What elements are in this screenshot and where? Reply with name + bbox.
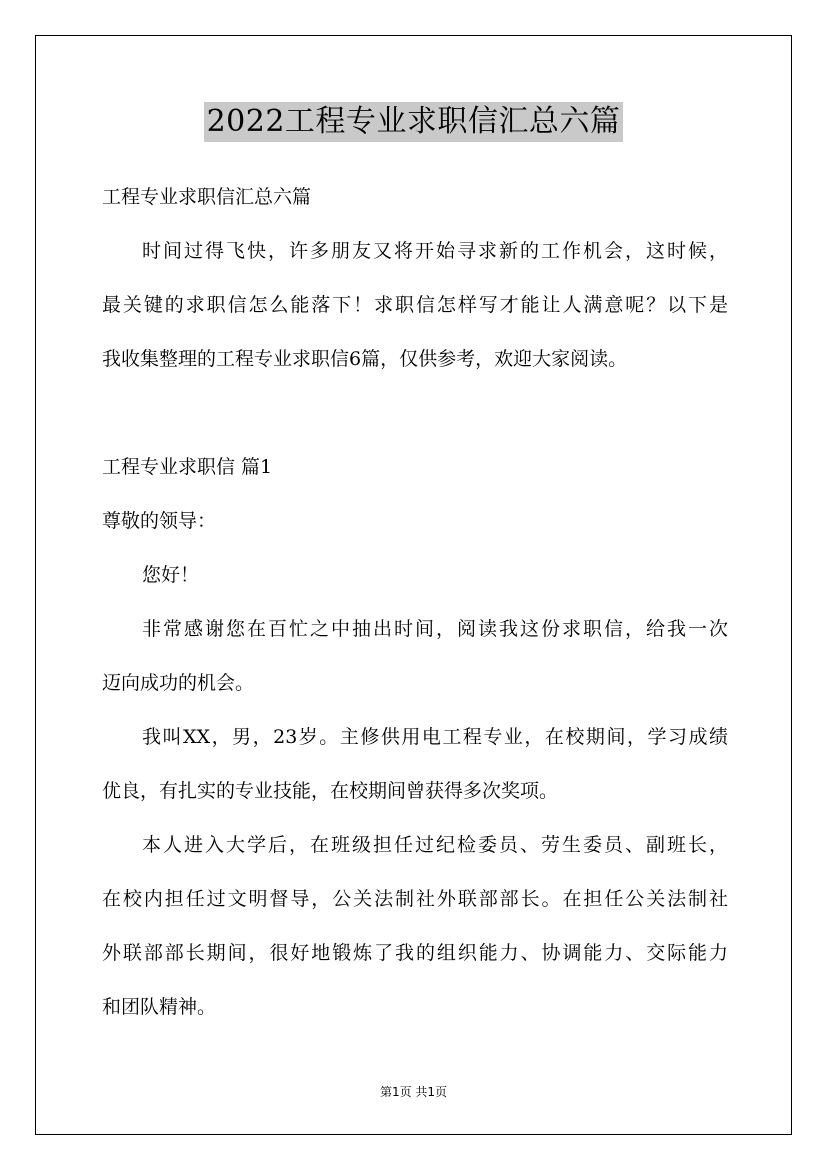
- intro-line-3: 我收集整理的工程专业求职信6篇，仅供参考，欢迎大家阅读。: [102, 348, 628, 370]
- para1-line-2: 迈向成功的机会。: [102, 672, 255, 694]
- document-body: [102, 170, 728, 1034]
- intro-line-2: 最关键的求职信怎么能落下！求职信怎样写才能让人满意呢？以下是: [102, 294, 728, 316]
- para3-line-3: 外联部部长期间，很好地锻炼了我的组织能力、协调能力、交际能力: [102, 942, 728, 964]
- para2-line-1: 我叫XX，男，23岁。主修供用电工程专业，在校期间，学习成绩: [142, 726, 728, 748]
- salutation: 尊敬的领导：: [102, 510, 217, 532]
- document-title: 2022工程专业求职信汇总六篇: [204, 102, 624, 142]
- page-number-footer: 第1页 共1页: [379, 1085, 448, 1099]
- subtitle: 工程专业求职信汇总六篇: [102, 186, 312, 208]
- para2-line-2: 优良，有扎实的专业技能，在校期间曾获得多次奖项。: [102, 780, 559, 802]
- para3-line-2: 在校内担任过文明督导，公关法制社外联部部长。在担任公关法制社: [102, 888, 728, 910]
- greeting: 您好！: [142, 564, 200, 586]
- para3-line-4: 和团队精神。: [102, 996, 217, 1018]
- spacer: [102, 386, 728, 440]
- para1-line-1: 非常感谢您在百忙之中抽出时间，阅读我这份求职信，给我一次: [142, 618, 728, 640]
- para3-line-1: 本人进入大学后，在班级担任过纪检委员、劳生委员、副班长，: [142, 834, 728, 856]
- intro-line-1: 时间过得飞快，许多朋友又将开始寻求新的工作机会，这时候，: [142, 240, 728, 262]
- section-heading: 工程专业求职信 篇1: [102, 456, 273, 478]
- title-container: [0, 102, 827, 142]
